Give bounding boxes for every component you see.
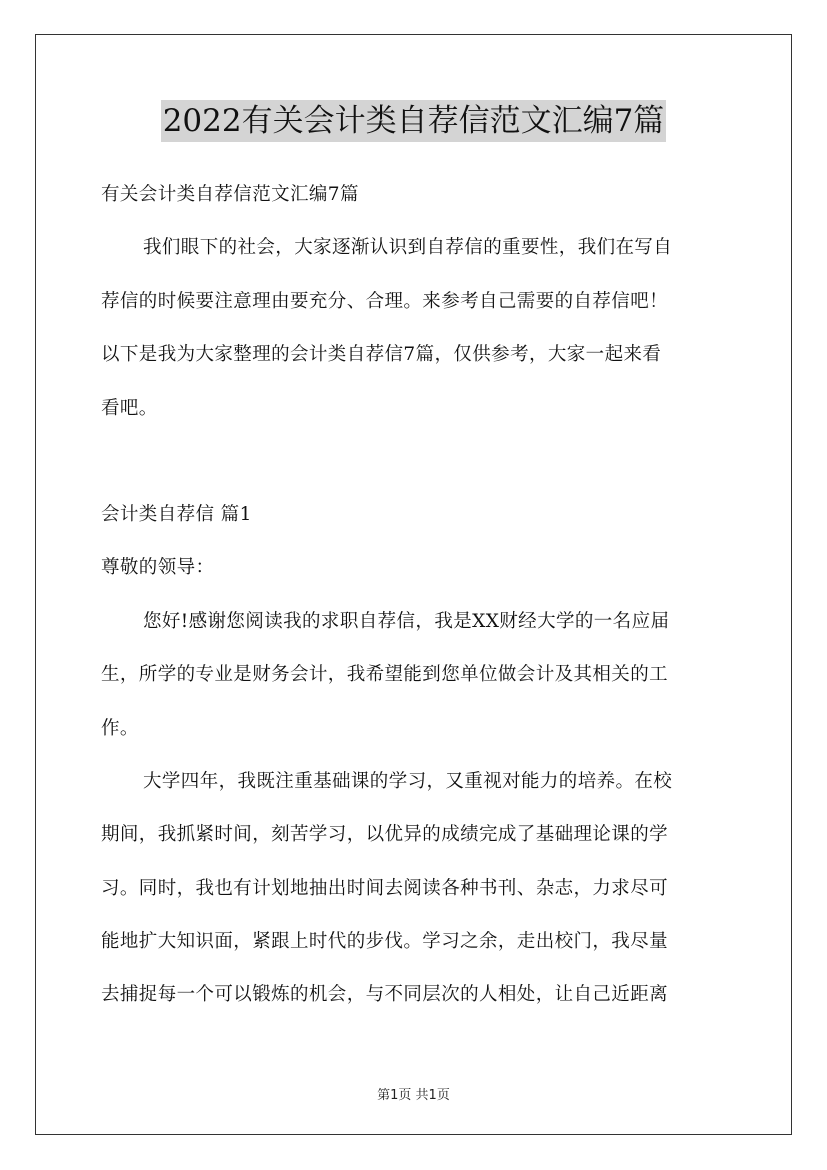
document-title: 2022有关会计类自荐信范文汇编7篇 <box>161 100 667 142</box>
paragraph-line: 期间，我抓紧时间，刻苦学习，以优异的成绩完成了基础理论课的学 <box>101 824 669 846</box>
paragraph-line: 您好!感谢您阅读我的求职自荐信，我是XX财经大学的一名应届 <box>143 610 670 632</box>
paragraph-line: 习。同时，我也有计划地抽出时间去阅读各种书刊、杂志，力求尽可 <box>101 877 669 899</box>
paragraph-line: 能地扩大知识面，紧跟上时代的步伐。学习之余，走出校门，我尽量 <box>101 931 669 953</box>
salutation: 尊敬的领导： <box>101 557 215 579</box>
paragraph-line: 生，所学的专业是财务会计，我希望能到您单位做会计及其相关的工 <box>101 664 669 686</box>
paragraph-line: 去捕捉每一个可以锻炼的机会，与不同层次的人相处，让自己近距离 <box>101 984 669 1006</box>
title-area <box>0 100 827 142</box>
paragraph-line: 大学四年，我既注重基础课的学习，又重视对能力的培养。在校 <box>143 770 673 792</box>
paragraph-line: 作。 <box>101 717 139 739</box>
page-footer: 第1页 共1页 <box>377 1088 450 1103</box>
intro-line: 荐信的时候要注意理由要充分、合理。来参考自己需要的自荐信吧！ <box>101 290 669 312</box>
intro-line: 看吧。 <box>101 397 158 419</box>
document-body <box>101 173 727 1027</box>
section-heading: 会计类自荐信 篇1 <box>101 503 252 525</box>
intro-line: 我们眼下的社会，大家逐渐认识到自荐信的重要性，我们在写自 <box>143 237 673 259</box>
subtitle: 有关会计类自荐信范文汇编7篇 <box>101 184 359 205</box>
intro-line: 以下是我为大家整理的会计类自荐信7篇，仅供参考，大家一起来看 <box>101 344 662 366</box>
blank-line <box>101 440 727 493</box>
